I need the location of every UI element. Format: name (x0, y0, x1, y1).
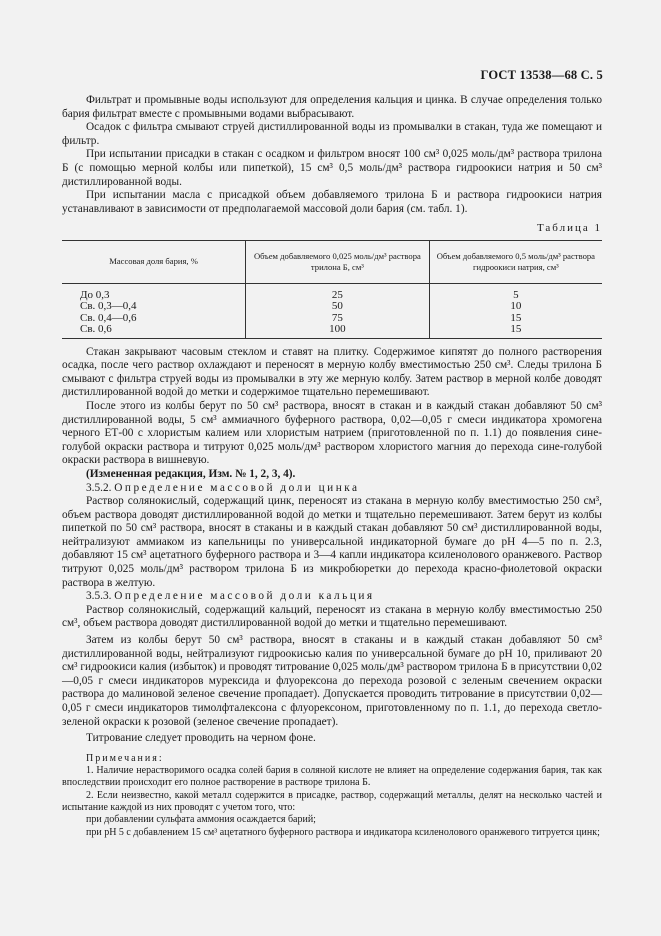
section-zinc-number: 3.5.2. (86, 481, 112, 494)
table-header-trilon: Объем добавляемого 0,025 моль/дм³ раствора трилона Б, см³ (246, 240, 430, 283)
paragraph-filtrate: Фильтрат и промывные воды используют для определения кальция и цинка. В случае определения только бария фильтрат вместе с промывными водами выбрасывают. (62, 94, 602, 120)
table-cell: 15 (510, 311, 522, 324)
page-header: ГОСТ 13538—68 С. 5 (480, 68, 603, 82)
table-cell: Св. 0,6 (62, 324, 246, 338)
paragraph-oil-test: При испытании масла с присадкой объем добавляемого трилона Б и раствора гидроокиси натрия устанавливают в зависимости от предполагаемой массовой доли бария (см. табл. 1). (62, 189, 602, 215)
section-zinc-title: Определение массовой доли цинка (114, 481, 360, 494)
table-cell: Св. 0,4—0,6 (80, 311, 137, 324)
page-content (62, 94, 602, 839)
table-cell: 100 (246, 324, 430, 338)
table-header-naoh: Объем добавляемого 0,5 моль/дм³ раствора гидроокиси натрия, см³ (429, 240, 602, 283)
table-caption: Таблица 1 (536, 222, 602, 235)
section-calcium-heading (62, 590, 602, 604)
edition-note: (Измененная редакция, Изм. № 1, 2, 3, 4). (86, 467, 296, 480)
table-cell: 5 (513, 288, 519, 301)
table-row (62, 324, 602, 338)
section-calcium-text-2: Затем из колбы берут 50 см³ раствора, вносят в стаканы и в каждый стакан добавляют 50 см³ дистиллированной воды, нейтрализуют гидроокисью калия по универсальной бумаге до рН 10, приливают 20 см³ гидроокиси калия (избыток) и проводят титрование 0,025 моль/дм³ раствором трилона Б в присутствии 0,02—0,05 г смеси индикаторов мурексида и флуорексона до перехода розовой с зеленым свечением окраски раствора до малиновой зеленое свечение пропадает). Допускается проводить титрование в присутствии 0,02—0,05 г смеси индикаторов тимолфталексона с флуорексоном, приготовленному по п. 1.1, до перехода светло-зеленой окраски к розовой (зеленое свечение пропадает). (62, 634, 602, 728)
paragraph-additive-test: При испытании присадки в стакан с осадком и фильтром вносят 100 см³ 0,025 моль/дм³ раствора трилона Б (с помощью мерной колбы или пипеткой), 15 см³ 0,5 моль/дм³ раствора гидроокиси натрия и 50 см³ дистиллированной воды. (62, 148, 602, 188)
table-barium-volumes (62, 240, 602, 339)
note-item: при добавлении сульфата аммония осаждается барий; (86, 814, 316, 826)
table-cell: Св. 0,3—0,4 (80, 300, 137, 313)
table-cell: До 0,3 (80, 288, 110, 301)
table-cell: 25 (246, 283, 430, 301)
section-zinc-heading (62, 482, 602, 496)
section-calcium-text-3: Титрование следует проводить на черном фоне. (86, 732, 316, 745)
table-cell: 10 (510, 300, 522, 313)
note-item: при рН 5 с добавлением 15 см³ ацетатного буферного раствора и индикатора ксиленолового оранжевого титруется цинк; (86, 826, 600, 838)
paragraph-titration-barium: После этого из колбы берут по 50 см³ раствора, вносят в стакан и в каждый стакан добавляют 50 см³ дистиллированной воды, 5 см³ аммиачного буферного раствора, 0,02—0,05 г смеси индикатора хромогена черного ЕТ-00 с хлористым калием или хлористым натрием (приготовленной по п. 1.1) до появления сине-голубой окраски раствора и титруют 0,025 моль/дм³ раствором хлористого магния до перехода сине-голубой окраски раствора в вишневую. (62, 399, 602, 467)
note-item: 2. Если неизвестно, какой металл содержится в присадке, раствор, содержащий металлы, делят на несколько частей и испытание каждой из них проводят с учетом того, что: (62, 789, 602, 813)
table-header-barium: Массовая доля бария, % (62, 240, 246, 283)
paragraph-boiling: Стакан закрывают часовым стеклом и ставят на плитку. Содержимое кипятят до полного растворения осадка, после чего раствор охлаждают и переносят в мерную колбу вместимостью 250 см³. Следы трилона Б смывают с фильтра струей воды из промывалки в эту же мерную колбу. Затем раствор в мерной колбе доводят дистиллированной водой до метки и содержимое тщательно перемешивают. (62, 345, 602, 399)
notes-title: Примечания: (86, 752, 164, 764)
table-header-row (62, 240, 602, 283)
paragraph-sediment: Осадок с фильтра смывают струей дистиллированной воды из промывалки в стакан, туда же помещают и фильтр. (62, 121, 602, 147)
table-cell: 50 (246, 301, 430, 312)
notes-block (62, 753, 602, 839)
note-item: 1. Наличие нерастворимого осадка солей бария в соляной кислоте не влияет на определение содержания бария, так как впоследствии происходит его полное растворение в растворе трилона Б. (62, 765, 602, 789)
section-calcium-number: 3.5.3. (86, 590, 112, 603)
section-calcium-text-1: Раствор солянокислый, содержащий кальций, переносят из стакана в мерную колбу вместимостью 250 см³, объем раствора доводят дистиллированной водой до метки и тщательно перемешивают. (62, 603, 602, 630)
table-cell: 75 (246, 313, 430, 324)
section-zinc-text: Раствор солянокислый, содержащий цинк, переносят из стакана в мерную колбу вместимостью 250 см³, объем раствора доводят дистиллированной водой до метки и тщательно перемешивают. Затем берут из колбы пипеткой по 50 см³ раствора, вносят в стаканы и в каждый стакан добавляют 50 см³ дистиллированной воды, нейтрализуют аммиаком из капельницы по универсальной индикаторной бумаге до рН 4—5 по п. 2.3, добавляют 15 см³ ацетатного буферного раствора и 3—4 капли индикатора ксиленолового оранжевого. Раствор титруют 0,025 моль/дм³ раствором трилона Б из микробюретки до перехода красно-фиолетовой окраски раствора в желтую. (62, 495, 602, 589)
table-cell: 15 (429, 324, 602, 338)
section-calcium-title: Определение массовой доли кальция (114, 590, 375, 603)
table-row (62, 283, 602, 301)
